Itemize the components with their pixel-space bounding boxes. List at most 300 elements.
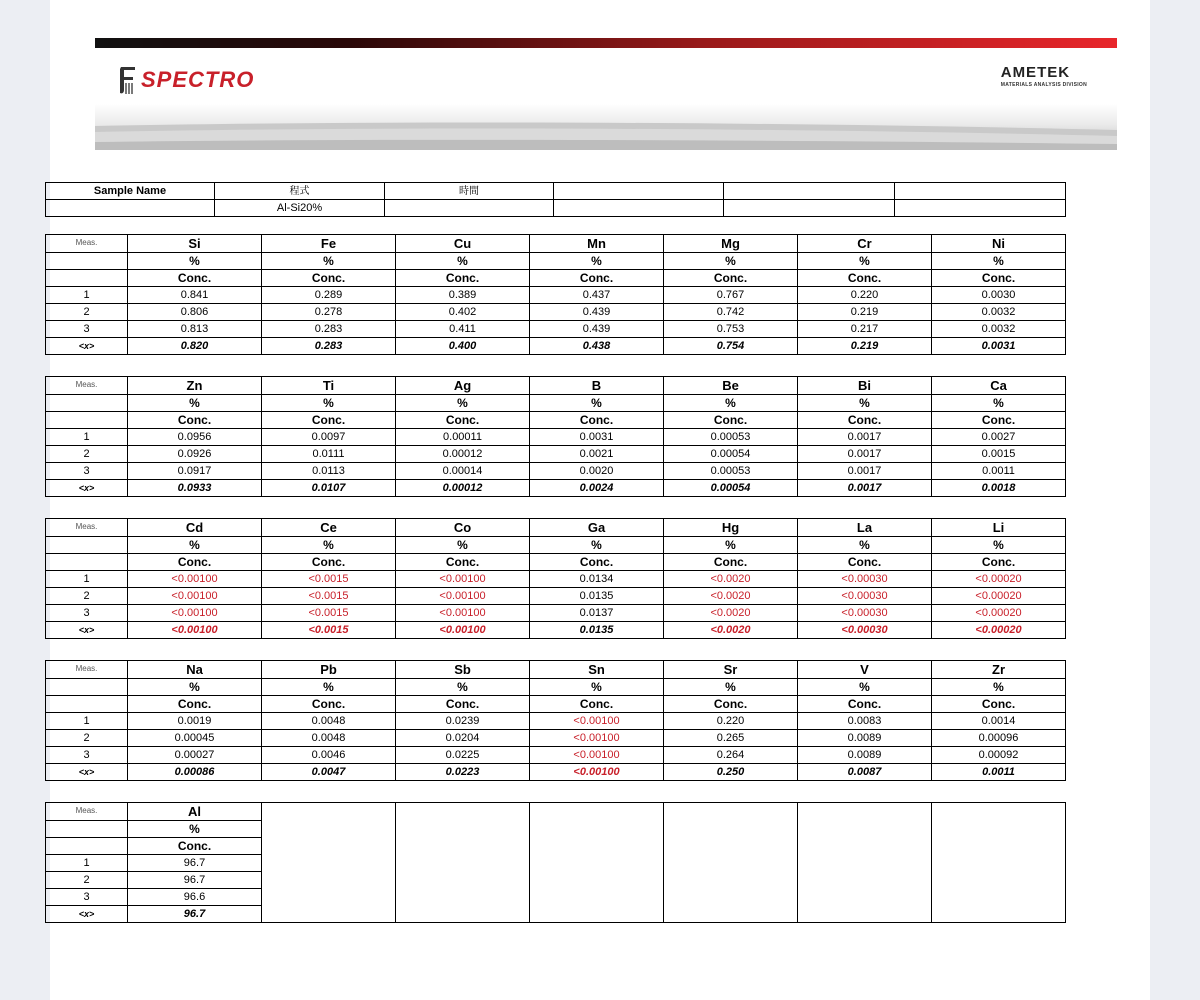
empty-cell — [798, 872, 932, 889]
mean-value: 0.00086 — [128, 764, 262, 781]
concentration-value: <0.00100 — [530, 730, 664, 747]
measurement-row — [46, 713, 1066, 730]
meas-label: Meas. — [46, 803, 128, 821]
time-header: 時間 — [385, 183, 554, 200]
concentration-value: 0.0113 — [262, 463, 396, 480]
meas-label: Meas. — [46, 235, 128, 253]
time-value — [385, 200, 554, 217]
empty-cell — [664, 889, 798, 906]
concentration-value: 0.0027 — [932, 429, 1066, 446]
conc-label: Conc. — [664, 696, 798, 713]
concentration-value: 0.0089 — [798, 747, 932, 764]
concentration-value: 0.439 — [530, 304, 664, 321]
mean-value: <0.0015 — [262, 622, 396, 639]
program-value: Al-Si20% — [215, 200, 385, 217]
concentration-value: 0.0017 — [798, 463, 932, 480]
concentration-value: 0.0083 — [798, 713, 932, 730]
unit-label: % — [530, 395, 664, 412]
concentration-value: 0.0134 — [530, 571, 664, 588]
element-name: Hg — [664, 519, 798, 537]
concentration-value: 0.265 — [664, 730, 798, 747]
unit-label: % — [262, 253, 396, 270]
concentration-value: 0.00053 — [664, 429, 798, 446]
unit-label: % — [396, 679, 530, 696]
concentration-value: 96.7 — [128, 872, 262, 889]
element-name: Fe — [262, 235, 396, 253]
empty-cell — [932, 872, 1066, 889]
conc-label: Conc. — [932, 412, 1066, 429]
empty-cell — [396, 803, 530, 821]
conc-label: Conc. — [262, 554, 396, 571]
conc-label: Conc. — [396, 270, 530, 287]
mean-value: <0.00100 — [128, 622, 262, 639]
unit-label: % — [530, 679, 664, 696]
concentration-value: <0.0015 — [262, 588, 396, 605]
conc-label: Conc. — [664, 554, 798, 571]
empty-cell — [46, 838, 128, 855]
table-row — [46, 906, 1066, 923]
concentration-value: <0.00100 — [396, 605, 530, 622]
element-name: Ce — [262, 519, 396, 537]
table-row — [46, 821, 1066, 838]
element-name: B — [530, 377, 664, 395]
concentration-value: 0.278 — [262, 304, 396, 321]
concentration-value: 0.0137 — [530, 605, 664, 622]
mean-label: <x> — [46, 480, 128, 497]
unit-label: % — [262, 395, 396, 412]
concentration-value: 0.0021 — [530, 446, 664, 463]
mean-value: 0.438 — [530, 338, 664, 355]
element-name: Na — [128, 661, 262, 679]
mean-value: <0.0020 — [664, 622, 798, 639]
conc-label: Conc. — [396, 412, 530, 429]
element-name: Cu — [396, 235, 530, 253]
empty-cell — [46, 679, 128, 696]
concentration-value: 0.00027 — [128, 747, 262, 764]
empty-cell — [46, 253, 128, 270]
mean-value: 0.0107 — [262, 480, 396, 497]
concentration-value: 0.00054 — [664, 446, 798, 463]
conc-label: Conc. — [932, 696, 1066, 713]
empty-cell — [932, 906, 1066, 923]
empty-cell — [530, 838, 664, 855]
element-results-table — [45, 376, 1066, 497]
empty-cell — [664, 821, 798, 838]
measurement-row — [46, 321, 1066, 338]
spectro-logo — [117, 60, 254, 100]
mean-value: 0.754 — [664, 338, 798, 355]
conc-label: Conc. — [128, 838, 262, 855]
concentration-value: 0.0032 — [932, 321, 1066, 338]
concentration-value: 0.0017 — [798, 429, 932, 446]
concentration-value: 0.0032 — [932, 304, 1066, 321]
table-row — [46, 554, 1066, 571]
unit-label: % — [262, 679, 396, 696]
conc-label: Conc. — [798, 412, 932, 429]
concentration-value: 0.289 — [262, 287, 396, 304]
table-row — [46, 480, 1066, 497]
table-row — [46, 253, 1066, 270]
empty-cell — [46, 412, 128, 429]
concentration-value: <0.0015 — [262, 605, 396, 622]
concentration-value: 0.806 — [128, 304, 262, 321]
measurement-row — [46, 872, 1066, 889]
empty-cell — [664, 838, 798, 855]
conc-label: Conc. — [932, 554, 1066, 571]
concentration-value: <0.0020 — [664, 588, 798, 605]
concentration-value: <0.00020 — [932, 605, 1066, 622]
unit-label: % — [128, 537, 262, 554]
empty-cell — [932, 889, 1066, 906]
unit-label: % — [798, 679, 932, 696]
conc-label: Conc. — [530, 270, 664, 287]
table-row — [46, 537, 1066, 554]
table-row — [46, 622, 1066, 639]
table-row — [46, 338, 1066, 355]
empty-cell — [396, 821, 530, 838]
concentration-value: <0.00100 — [530, 747, 664, 764]
table-row — [46, 764, 1066, 781]
measurement-row — [46, 747, 1066, 764]
empty-cell — [262, 821, 396, 838]
element-name: La — [798, 519, 932, 537]
empty-cell — [664, 855, 798, 872]
unit-label: % — [932, 537, 1066, 554]
conc-label: Conc. — [262, 696, 396, 713]
unit-label: % — [664, 537, 798, 554]
concentration-value: 0.0089 — [798, 730, 932, 747]
concentration-value: 0.742 — [664, 304, 798, 321]
row-label: 3 — [46, 463, 128, 480]
row-label: 2 — [46, 730, 128, 747]
mean-value: <0.00100 — [396, 622, 530, 639]
unit-label: % — [128, 679, 262, 696]
concentration-value: 0.0956 — [128, 429, 262, 446]
concentration-value: 0.0204 — [396, 730, 530, 747]
program-header: 程式 — [215, 183, 385, 200]
concentration-value: <0.0020 — [664, 571, 798, 588]
unit-label: % — [128, 395, 262, 412]
measurement-row — [46, 446, 1066, 463]
concentration-value: 0.753 — [664, 321, 798, 338]
mean-value: 0.0017 — [798, 480, 932, 497]
empty-cell — [530, 803, 664, 821]
table-row — [46, 679, 1066, 696]
mean-value: 0.0047 — [262, 764, 396, 781]
unit-label: % — [664, 395, 798, 412]
concentration-value: 0.264 — [664, 747, 798, 764]
mean-value: 0.0011 — [932, 764, 1066, 781]
concentration-value: <0.00030 — [798, 571, 932, 588]
sample-name-value — [46, 200, 215, 217]
mean-label: <x> — [46, 906, 128, 923]
concentration-value: 0.0014 — [932, 713, 1066, 730]
concentration-value: 0.219 — [798, 304, 932, 321]
table-row — [46, 235, 1066, 253]
unit-label: % — [396, 253, 530, 270]
concentration-value: 0.0926 — [128, 446, 262, 463]
empty-cell — [262, 872, 396, 889]
empty-cell — [46, 270, 128, 287]
concentration-value: 0.0917 — [128, 463, 262, 480]
concentration-value: 0.0030 — [932, 287, 1066, 304]
conc-label: Conc. — [798, 696, 932, 713]
concentration-value: 0.813 — [128, 321, 262, 338]
unit-label: % — [932, 395, 1066, 412]
conc-label: Conc. — [128, 270, 262, 287]
mean-label: <x> — [46, 338, 128, 355]
row-label: 1 — [46, 429, 128, 446]
concentration-value: 0.841 — [128, 287, 262, 304]
unit-label: % — [664, 253, 798, 270]
empty-cell — [932, 855, 1066, 872]
element-name: Zn — [128, 377, 262, 395]
concentration-value: 0.00053 — [664, 463, 798, 480]
element-name: Ti — [262, 377, 396, 395]
conc-label: Conc. — [798, 270, 932, 287]
meas-label: Meas. — [46, 519, 128, 537]
concentration-value: 0.220 — [798, 287, 932, 304]
concentration-value: 0.00011 — [396, 429, 530, 446]
concentration-value: 0.0239 — [396, 713, 530, 730]
concentration-value: 0.00014 — [396, 463, 530, 480]
measurement-row — [46, 429, 1066, 446]
empty-cell — [262, 889, 396, 906]
table-row — [46, 270, 1066, 287]
measurement-row — [46, 463, 1066, 480]
measurement-row — [46, 304, 1066, 321]
concentration-value: <0.00100 — [128, 588, 262, 605]
table-row — [46, 696, 1066, 713]
element-name: Zr — [932, 661, 1066, 679]
unit-label: % — [530, 537, 664, 554]
sample-info-table — [45, 182, 1066, 217]
element-name: Be — [664, 377, 798, 395]
element-results-table — [45, 660, 1066, 781]
conc-label: Conc. — [128, 696, 262, 713]
empty-cell — [530, 821, 664, 838]
empty-cell — [798, 855, 932, 872]
mean-value: 0.283 — [262, 338, 396, 355]
table-row — [46, 519, 1066, 537]
empty-cell — [46, 696, 128, 713]
concentration-value: 96.7 — [128, 855, 262, 872]
unit-label: % — [932, 679, 1066, 696]
spectro-logo-text: SPECTRO — [141, 67, 255, 92]
table-row — [46, 395, 1066, 412]
concentration-value: 0.0048 — [262, 730, 396, 747]
measurement-row — [46, 588, 1066, 605]
concentration-value: <0.0020 — [664, 605, 798, 622]
meas-label: Meas. — [46, 661, 128, 679]
conc-label: Conc. — [932, 270, 1066, 287]
spectro-logo-icon — [117, 63, 139, 97]
mean-value: 0.00054 — [664, 480, 798, 497]
measurement-row — [46, 855, 1066, 872]
header-swoosh — [95, 120, 1117, 150]
row-label: 2 — [46, 304, 128, 321]
table-row — [46, 661, 1066, 679]
concentration-value: 0.220 — [664, 713, 798, 730]
mean-value: <0.00030 — [798, 622, 932, 639]
mean-label: <x> — [46, 764, 128, 781]
unit-label: % — [530, 253, 664, 270]
measurement-row — [46, 889, 1066, 906]
element-name: Bi — [798, 377, 932, 395]
concentration-value: <0.00100 — [530, 713, 664, 730]
conc-label: Conc. — [262, 270, 396, 287]
row-label: 2 — [46, 588, 128, 605]
mean-value: 0.0135 — [530, 622, 664, 639]
empty-cell — [798, 821, 932, 838]
element-name: Cd — [128, 519, 262, 537]
empty-cell — [46, 554, 128, 571]
row-label: 3 — [46, 747, 128, 764]
concentration-value: 0.0031 — [530, 429, 664, 446]
concentration-value: 96.6 — [128, 889, 262, 906]
header-color-bar — [95, 38, 1117, 48]
ametek-logo-subtitle: MATERIALS ANALYSIS DIVISION — [1000, 82, 1087, 88]
measurement-row — [46, 605, 1066, 622]
element-name: Ga — [530, 519, 664, 537]
conc-label: Conc. — [262, 412, 396, 429]
report-header — [95, 38, 1117, 150]
element-name: Mg — [664, 235, 798, 253]
empty-cell — [46, 821, 128, 838]
concentration-value: 0.0097 — [262, 429, 396, 446]
unit-label: % — [932, 253, 1066, 270]
sample-name-label: Sample Name — [46, 183, 215, 200]
mean-value: 0.400 — [396, 338, 530, 355]
mean-value: 0.0024 — [530, 480, 664, 497]
empty-cell — [262, 906, 396, 923]
unit-label: % — [262, 537, 396, 554]
conc-label: Conc. — [530, 412, 664, 429]
unit-label: % — [798, 395, 932, 412]
empty-cell — [46, 395, 128, 412]
element-name: Al — [128, 803, 262, 821]
concentration-value: 0.439 — [530, 321, 664, 338]
mean-label: <x> — [46, 622, 128, 639]
concentration-value: 0.402 — [396, 304, 530, 321]
ametek-logo-text: AMETEK — [1000, 64, 1071, 81]
concentration-value: 0.00045 — [128, 730, 262, 747]
empty-cell — [262, 838, 396, 855]
row-label: 3 — [46, 889, 128, 906]
concentration-value: 0.00092 — [932, 747, 1066, 764]
unit-label: % — [128, 821, 262, 838]
row-label: 3 — [46, 321, 128, 338]
row-label: 1 — [46, 855, 128, 872]
mean-value: 0.0087 — [798, 764, 932, 781]
row-label: 1 — [46, 287, 128, 304]
empty-cell — [530, 872, 664, 889]
measurement-row — [46, 730, 1066, 747]
concentration-value: <0.00020 — [932, 571, 1066, 588]
row-label: 2 — [46, 446, 128, 463]
table-row — [46, 412, 1066, 429]
empty-cell — [396, 889, 530, 906]
empty-cell — [932, 838, 1066, 855]
mean-value: 0.250 — [664, 764, 798, 781]
conc-label: Conc. — [530, 554, 664, 571]
empty-cell — [798, 889, 932, 906]
empty-cell — [932, 803, 1066, 821]
concentration-value: <0.00100 — [128, 571, 262, 588]
empty-cell — [396, 906, 530, 923]
row-label: 1 — [46, 571, 128, 588]
mean-value: 0.0031 — [932, 338, 1066, 355]
empty-cell — [396, 838, 530, 855]
element-name: Ni — [932, 235, 1066, 253]
concentration-value: 0.0225 — [396, 747, 530, 764]
element-name: Cr — [798, 235, 932, 253]
empty-cell — [932, 821, 1066, 838]
element-results-table — [45, 234, 1066, 355]
concentration-value: 0.389 — [396, 287, 530, 304]
mean-value: 0.0018 — [932, 480, 1066, 497]
concentration-value: <0.00030 — [798, 588, 932, 605]
element-name: Ca — [932, 377, 1066, 395]
concentration-value: 0.0135 — [530, 588, 664, 605]
conc-label: Conc. — [530, 696, 664, 713]
concentration-value: <0.00030 — [798, 605, 932, 622]
concentration-value: 0.767 — [664, 287, 798, 304]
element-name: Sn — [530, 661, 664, 679]
concentration-value: 0.0048 — [262, 713, 396, 730]
empty-cell — [262, 803, 396, 821]
measurement-row — [46, 287, 1066, 304]
conc-label: Conc. — [798, 554, 932, 571]
element-results-table — [45, 802, 1066, 923]
element-results-table — [45, 518, 1066, 639]
element-name: Mn — [530, 235, 664, 253]
empty-cell — [664, 872, 798, 889]
concentration-value: 0.00012 — [396, 446, 530, 463]
concentration-value: <0.0015 — [262, 571, 396, 588]
mean-value: <0.00100 — [530, 764, 664, 781]
table-row — [46, 377, 1066, 395]
unit-label: % — [664, 679, 798, 696]
mean-value: 96.7 — [128, 906, 262, 923]
concentration-value: 0.0020 — [530, 463, 664, 480]
empty-cell — [530, 855, 664, 872]
conc-label: Conc. — [128, 554, 262, 571]
conc-label: Conc. — [664, 270, 798, 287]
concentration-value: 0.0015 — [932, 446, 1066, 463]
element-name: V — [798, 661, 932, 679]
element-name: Pb — [262, 661, 396, 679]
table-row — [46, 803, 1066, 821]
conc-label: Conc. — [396, 554, 530, 571]
element-name: Li — [932, 519, 1066, 537]
concentration-value: 0.411 — [396, 321, 530, 338]
unit-label: % — [798, 537, 932, 554]
concentration-value: 0.0111 — [262, 446, 396, 463]
conc-label: Conc. — [128, 412, 262, 429]
row-label: 1 — [46, 713, 128, 730]
conc-label: Conc. — [664, 412, 798, 429]
mean-value: 0.219 — [798, 338, 932, 355]
element-name: Ag — [396, 377, 530, 395]
table-row — [46, 838, 1066, 855]
concentration-value: 0.0011 — [932, 463, 1066, 480]
ametek-logo — [1001, 64, 1087, 88]
empty-cell — [530, 906, 664, 923]
element-name: Sb — [396, 661, 530, 679]
empty-cell — [664, 906, 798, 923]
row-label: 3 — [46, 605, 128, 622]
